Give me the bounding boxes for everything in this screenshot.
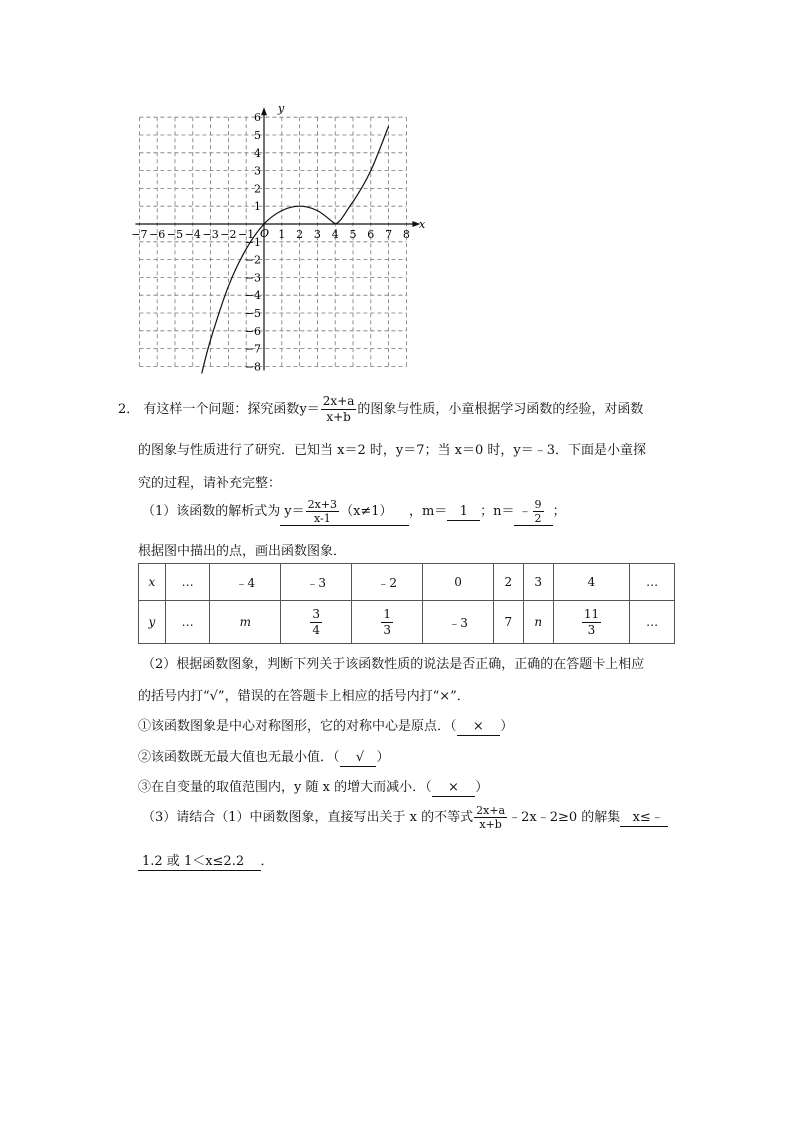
table-y-cell: 7 (494, 601, 524, 644)
q3-answer-part-1 (620, 809, 668, 827)
y-tick-label: 1 (254, 200, 261, 214)
function-fraction (321, 394, 357, 425)
statement-2-text: ②该函数既无最大值也无最小值．（ (138, 750, 340, 765)
y-tick-label: −3 (244, 271, 261, 285)
cell-fraction (310, 607, 322, 638)
q1-m-label: ，m＝ (408, 504, 448, 519)
y-tick-label: 2 (254, 182, 261, 196)
table-x-cell: … (165, 564, 210, 601)
table-x-cell: 2 (494, 564, 524, 601)
statement-1-mark: × (472, 719, 484, 734)
table-y-cell: … (165, 601, 210, 644)
statement-2 (138, 746, 390, 767)
table-y-cell: … (630, 601, 675, 644)
x-tick-label: −5 (166, 228, 184, 241)
q3-prefix: （3）请结合（1）中函数图象，直接写出关于 x 的不等式 (142, 810, 474, 825)
q1-m-value: 1 (459, 504, 468, 519)
x-tick-label: 2 (296, 228, 304, 241)
problem-line-1 (118, 394, 643, 425)
x-tick-label: 8 (402, 228, 410, 241)
problem-intro-2: 的图象与性质，小童根据学习函数的经验，对函数 (357, 402, 644, 417)
problem-number: 2． (118, 402, 140, 417)
q1-m-answer (447, 503, 480, 521)
function-curve (202, 126, 389, 373)
y-tick-label: −7 (244, 342, 261, 356)
table-x-cell: ﹣2 (352, 564, 423, 601)
statement-2-mark: √ (355, 750, 365, 765)
y-tick-label: 4 (254, 146, 261, 160)
table-x-cell: 4 (553, 564, 630, 601)
q1-answer-y: y＝ (284, 504, 305, 519)
cell-fraction-denominator: 3 (587, 622, 596, 637)
tick-labels (131, 111, 410, 373)
q3-frac-numerator: 2x+a (476, 804, 506, 817)
y-tick-label: −2 (244, 253, 261, 267)
q3-frac-denominator: x+b (479, 818, 502, 831)
q1-n-sign: ﹣ (518, 504, 532, 519)
table-caption: 根据图中描出的点，画出函数图象． (138, 544, 347, 559)
frac-numerator: 2x+a (322, 394, 355, 408)
origin-label: O (260, 227, 270, 240)
q3-answer-2: 1.2 或 1＜x≤2.2 (142, 854, 245, 869)
cell-fraction-numerator: 3 (312, 606, 321, 621)
table-y-cell: m (210, 601, 281, 644)
y-tick-label: −8 (244, 360, 261, 374)
q3-end: ． (260, 854, 274, 869)
statement-3-answer (432, 779, 476, 797)
question-2-line-2: 的括号内打“√”，错误的在答题卡上相应的括号内打“×”． (138, 689, 470, 704)
table-x-cell: … (630, 564, 675, 601)
x-tick-label: −3 (202, 228, 219, 241)
cell-fraction-denominator: 4 (312, 622, 321, 637)
frac-denominator: x+b (326, 410, 351, 424)
q3-answer-part-2 (138, 853, 261, 871)
x-tick-label: 1 (278, 228, 286, 241)
table-y-cell (352, 601, 423, 644)
cell-fraction-denominator: 3 (383, 622, 391, 637)
table-x-cell: x (139, 564, 166, 601)
q1-n-label: ；n＝ (480, 504, 515, 519)
y-axis-arrow (261, 107, 267, 115)
statement-1-text: ①该函数图象是中心对称图形，它的对称中心是原点．（ (138, 719, 457, 734)
q1-n-fraction (533, 498, 544, 525)
function-y: y＝ (299, 402, 320, 417)
table-x-cell: 3 (523, 564, 553, 601)
x-tick-label: 3 (313, 228, 321, 241)
table-y-cell: y (139, 601, 166, 644)
table-x-cell: ﹣3 (281, 564, 352, 601)
statement-1-close: ） (500, 719, 514, 734)
q1-end: ； (552, 504, 566, 519)
statement-3-mark: × (447, 780, 459, 795)
q3-answer-1: x≤﹣ (632, 810, 664, 825)
x-tick-label: −1 (238, 228, 255, 241)
y-axis-label: y (278, 102, 285, 115)
question-1 (142, 498, 566, 526)
statement-3-text: ③在自变量的取值范围内，y 随 x 的增大而减小．（ (138, 780, 432, 795)
cell-fraction (381, 607, 393, 638)
q1-answer-condition: （x≠1） (340, 504, 393, 519)
statement-3 (138, 776, 488, 797)
x-tick-label: 6 (367, 228, 375, 241)
cell-fraction-numerator: 1 (383, 606, 391, 621)
function-graph (131, 100, 428, 382)
statement-1-answer (457, 718, 501, 736)
x-tick-label: −4 (184, 228, 201, 241)
cell-fraction (582, 607, 601, 638)
value-table (138, 563, 675, 644)
x-tick-label: 4 (331, 228, 339, 241)
q1-answer-denominator: x-1 (313, 512, 331, 525)
q1-answer-fraction (306, 498, 339, 525)
cell-fraction-numerator: 11 (583, 606, 600, 621)
y-tick-label: 6 (254, 111, 261, 125)
y-tick-label: 3 (254, 164, 261, 178)
table-x-cell: 0 (423, 564, 494, 601)
table-y-cell (553, 601, 630, 644)
table-y-cell: n (523, 601, 553, 644)
y-tick-label: −4 (244, 289, 261, 303)
table-row-y (139, 601, 675, 644)
x-tick-label: −7 (131, 228, 148, 241)
statement-3-close: ） (475, 780, 489, 795)
x-tick-label: −2 (220, 228, 237, 241)
q3-middle: ﹣2x﹣2≥0 的解集 (508, 810, 621, 825)
table-y-cell (281, 601, 352, 644)
q1-answer (280, 498, 409, 526)
statement-2-close: ） (376, 750, 390, 765)
y-tick-label: −1 (244, 235, 261, 249)
question-3-line-2 (138, 850, 274, 871)
q1-n-answer (514, 498, 552, 526)
x-axis-label: x (419, 218, 426, 231)
y-tick-label: −6 (244, 324, 261, 338)
table-y-cell: ﹣3 (423, 601, 494, 644)
x-tick-label: −6 (149, 228, 166, 241)
grid (139, 117, 406, 366)
q1-n-numerator: 9 (534, 498, 542, 511)
problem-intro: 有这样一个问题：探究函数 (143, 402, 300, 417)
x-tick-label: 5 (349, 228, 357, 241)
y-tick-label: −5 (244, 307, 261, 320)
table-row-x (139, 564, 675, 601)
q1-answer-numerator: 2x+3 (307, 498, 338, 511)
question-2-line-1: （2）根据函数图象，判断下列关于该函数性质的说法是否正确，正确的在答题卡上相应 (142, 657, 645, 672)
table-x-cell: ﹣4 (210, 564, 281, 601)
x-tick-label: 7 (385, 228, 393, 241)
problem-line-3: 究的过程，请补充完整： (138, 476, 282, 491)
statement-1 (138, 715, 513, 736)
question-3-line-1 (142, 804, 668, 831)
q1-n-denominator: 2 (534, 512, 542, 525)
q3-fraction (474, 804, 507, 831)
y-tick-label: 5 (254, 129, 261, 142)
problem-line-2: 的图象与性质进行了研究．已知当 x＝2 时，y＝7；当 x＝0 时，y＝﹣3．下面是小童探 (138, 443, 646, 458)
statement-2-answer (340, 749, 377, 767)
q1-prefix: （1）该函数的解析式为 (142, 504, 281, 519)
